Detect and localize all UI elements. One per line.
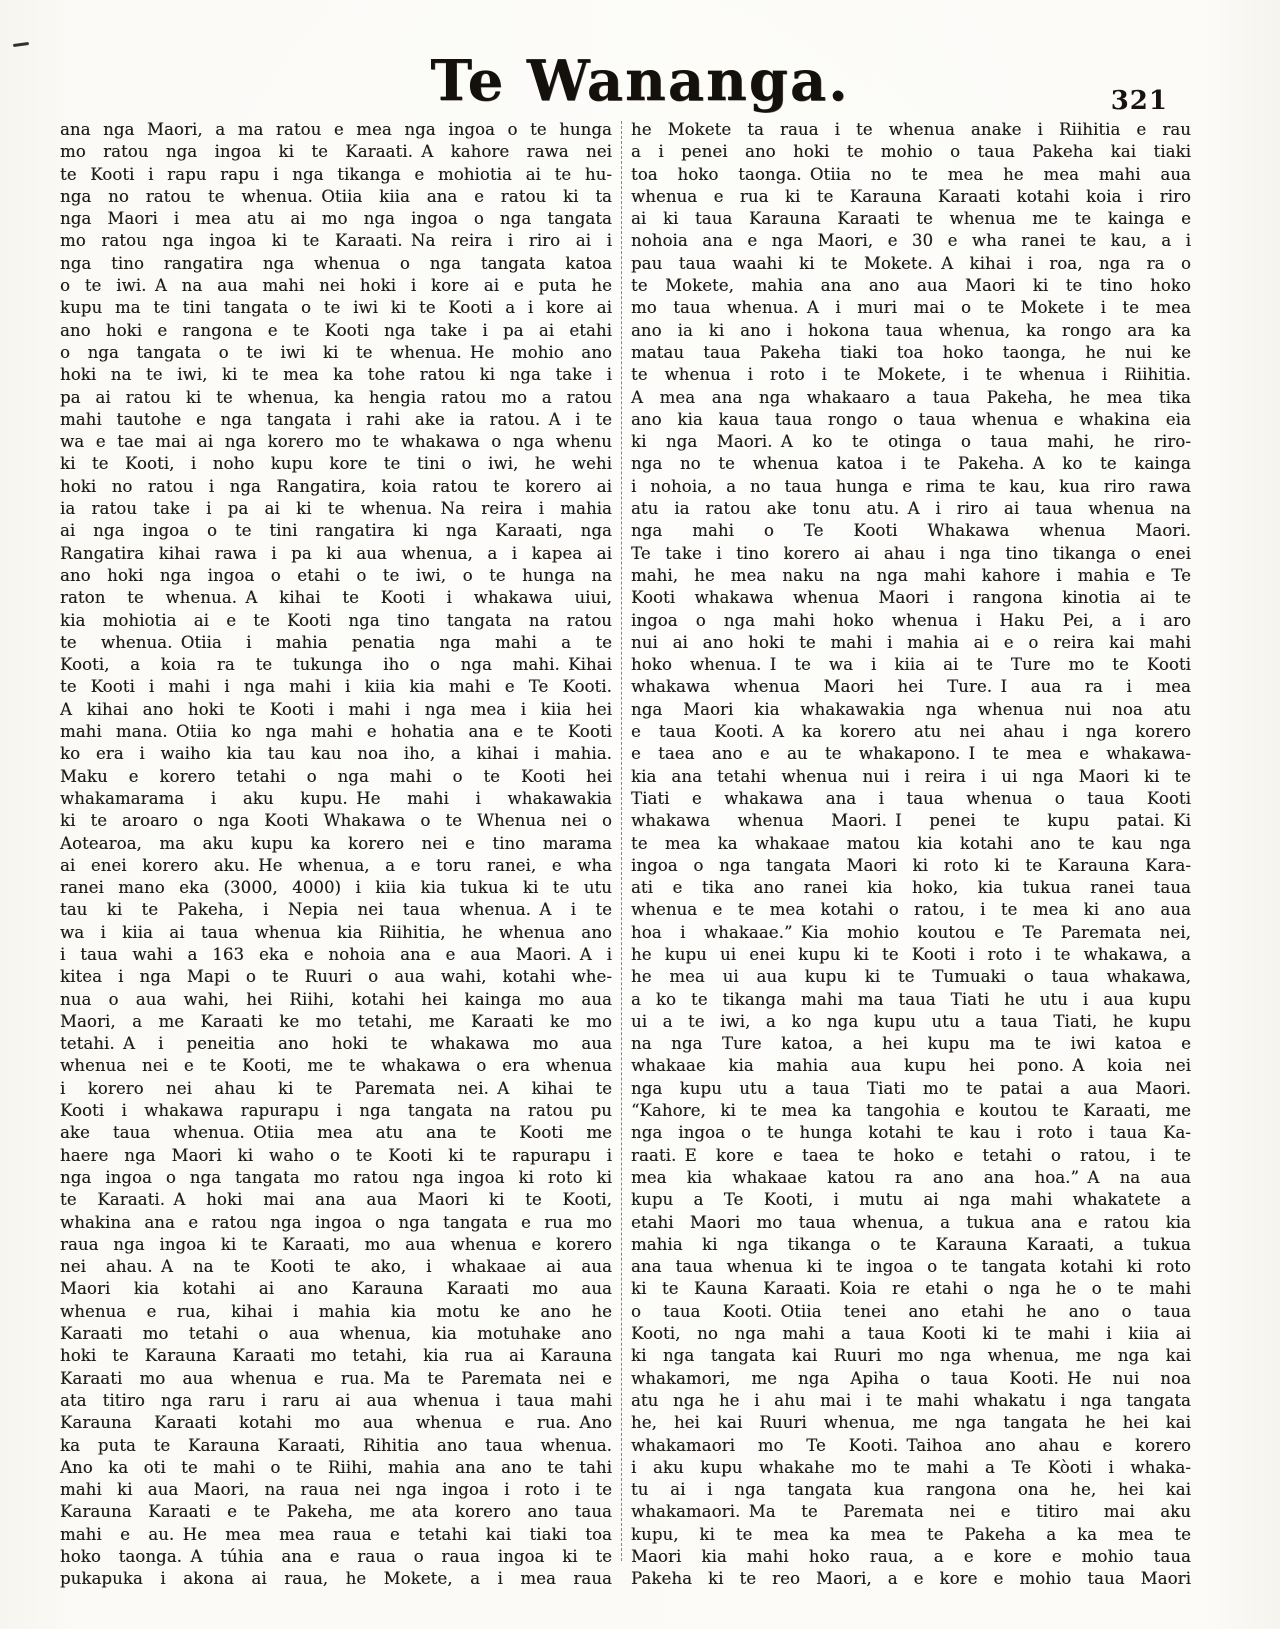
text-line: pukapuka i akona ai raua, he Mokete, a i mea raua — [60, 1569, 612, 1589]
text-line: kia mohiotia ai e te Kooti nga tino tangata na ratou — [60, 610, 612, 630]
right-column — [631, 119, 1191, 1591]
text-line: ai nga ingoa o te tini rangatira ki nga Karaati, nga — [60, 521, 612, 541]
text-line: ki te Kauna Karaati. Koia re etahi o nga he o te mahi — [631, 1279, 1191, 1299]
text-line: raati. E kore e taea te hoko e tetahi o ratou, i te — [631, 1145, 1191, 1165]
text-line: te Kooti i rapu rapu i nga tikanga e mohiotia ai te hu- — [60, 164, 612, 184]
text-line: whenua e rua, kihai i mahia kia motu ke ano he — [60, 1301, 612, 1321]
text-line: a i penei ano hoki te mohio o taua Pakeha kai tiaki — [631, 142, 1191, 162]
text-line: he kupu ui enei kupu ki te Kooti i roto i te whakawa, a — [631, 944, 1191, 964]
text-line: nohoia ana e nga Maori, e 30 e wha ranei te kau, a i — [631, 231, 1191, 251]
text-line: ano kia kaua taua rongo o taua whenua e whakina eia — [631, 409, 1191, 429]
text-line: te whenua i roto i te Mokete, i te whenua i Riihitia. — [631, 365, 1191, 385]
text-line: nei ahau. A na te Kooti te ako, i whakaae ai aua — [60, 1257, 612, 1277]
text-line: ui a te iwi, a ko nga kupu utu a taua Tiati, he kupu — [631, 1011, 1191, 1031]
text-line: ka puta te Karauna Karaati, Rihitia ano taua whenua. — [60, 1435, 612, 1455]
text-line: Karaati mo aua whenua e rua. Ma te Paremata nei e — [60, 1368, 612, 1388]
text-line: A mea ana nga whakaaro a taua Pakeha, he mea tika — [631, 387, 1191, 407]
text-line: atu ia ratou ake tonu atu. A i riro ai taua whenua na — [631, 499, 1191, 519]
article-body — [60, 119, 1192, 1591]
text-line: Ano ka oti te mahi o te Riihi, mahia ana ano te tahi — [60, 1457, 612, 1477]
text-line: nga ingoa o nga tangata mo ratou nga ingoa ki roto ki — [60, 1167, 612, 1187]
text-line: haere nga Maori ki waho o te Kooti ki te rapurapu i — [60, 1145, 612, 1165]
text-line: Rangatira kihai rawa i pa ki aua whenua, a i kapea ai — [60, 543, 612, 563]
text-line: te Mokete, mahia ana ano aua Maori ki te tino hoko — [631, 276, 1191, 296]
text-line: i korero nei ahau ki te Paremata nei. A kihai te — [60, 1078, 612, 1098]
text-line: o te iwi. A na aua mahi nei hoki i kore ai e puta he — [60, 276, 612, 296]
text-line: te Karaati. A hoki mai ana aua Maori ki te Kooti, — [60, 1190, 612, 1210]
text-line: nui ai ano hoki te mahi i mahia ai e o reira kai mahi — [631, 632, 1191, 652]
text-line: matau taua Pakeha tiaki toa hoko taonga, he nui ke — [631, 342, 1191, 362]
text-line: Maori kia kotahi ai ano Karauna Karaati mo aua — [60, 1279, 612, 1299]
text-line: whenua e rua ki te Karauna Karaati kotahi koia i riro — [631, 186, 1191, 206]
text-line: whakawa whenua Maori. I penei te kupu patai. Ki — [631, 811, 1191, 831]
text-line: ki nga Maori. A ko te otinga o taua mahi, he riro- — [631, 432, 1191, 452]
page-number: 321 — [1110, 86, 1168, 116]
text-line: i taua wahi a 163 eka e nohoia ana e aua Maori. A i — [60, 944, 612, 964]
text-line: ano hoki e rangona e te Kooti nga take i pa ai etahi — [60, 320, 612, 340]
text-line: ingoa o nga tangata Maori ki roto ki te Karauna Kara- — [631, 855, 1191, 875]
text-line: mahi ki aua Maori, na raua nei nga ingoa i roto i te — [60, 1480, 612, 1500]
text-line: mea kia whakaae katou ra ano ana hoa.” A na aua — [631, 1167, 1191, 1187]
text-line: whenua e te mea kotahi o ratou, i te mea ki ano aua — [631, 900, 1191, 920]
text-line: hoki te Karauna Karaati mo tetahi, kia rua ai Karauna — [60, 1346, 612, 1366]
text-line: Kooti i whakawa rapurapu i nga tangata na ratou pu — [60, 1101, 612, 1121]
text-line: etahi Maori mo taua whenua, a tukua ana e ratou kia — [631, 1212, 1191, 1232]
text-line: whakina ana e ratou nga ingoa o nga tangata e rua mo — [60, 1212, 612, 1232]
text-line: hoa i whakaae.” Kia mohio koutou e Te Paremata nei, — [631, 922, 1191, 942]
text-line: e taua Kooti. A ka korero atu nei ahau i nga korero — [631, 722, 1191, 742]
text-line: ia ratou take i pa ai ki te whenua. Na reira i mahia — [60, 499, 612, 519]
text-line: he, hei kai Ruuri whenua, me nga tangata he hei kai — [631, 1413, 1191, 1433]
text-line: o taua Kooti. Otiia tenei ano etahi he ano o taua — [631, 1301, 1191, 1321]
text-line: Kooti whakawa whenua Maori i rangona kinotia ai te — [631, 588, 1191, 608]
text-line: kupu ma te tini tangata o te iwi ki te Kooti a i kore ai — [60, 298, 612, 318]
text-line: A kihai ano hoki te Kooti i mahi i nga mea i kiia hei — [60, 699, 612, 719]
text-line: te whenua. Otiia i mahia penatia nga mahi a te — [60, 632, 612, 652]
text-line: pau taua waahi ki te Mokete. A kihai i roa, nga ra o — [631, 253, 1191, 273]
text-line: “Kahore, ki te mea ka tangohia e koutou te Karaati, me — [631, 1101, 1191, 1121]
text-line: e taea ano e au te whakapono. I te mea e whakawa- — [631, 744, 1191, 764]
text-line: pa ai ratou ki te whenua, ka hengia ratou mo a ratou — [60, 387, 612, 407]
text-line: te Kooti i mahi i nga mahi i kiia kia mahi e Te Kooti. — [60, 677, 612, 697]
text-line: Karaati mo tetahi o aua whenua, kia motuhake ano — [60, 1324, 612, 1344]
text-line: whakamarama i aku kupu. He mahi i whakawakia — [60, 788, 612, 808]
text-line: tetahi. A i peneitia ano hoki te whakawa mo aua — [60, 1034, 612, 1054]
text-line: mahi mana. Otiia ko nga mahi e hohatia ana e te Kooti — [60, 722, 612, 742]
text-line: nga kupu utu a taua Tiati mo te patai a aua Maori. — [631, 1078, 1191, 1098]
text-line: mahi tautohe e nga tangata i rahi ake ia ratou. A i te — [60, 409, 612, 429]
text-line: mahia ki nga tikanga o te Karauna Karaati, a tukua — [631, 1234, 1191, 1254]
text-line: ai enei korero aku. He whenua, a e toru ranei, e wha — [60, 855, 612, 875]
text-line: ana nga Maori, a ma ratou e mea nga ingoa o te hunga — [60, 120, 612, 139]
text-line: whakamaori mo Te Kooti. Taihoa ano ahau e korero — [631, 1435, 1191, 1455]
text-line: nga Maori i mea atu ai mo nga ingoa o nga tangata — [60, 209, 612, 229]
text-line: nga mahi o Te Kooti Whakawa whenua Maori. — [631, 521, 1191, 541]
text-line: mahi e au. He mea mea raua e tetahi kai tiaki toa — [60, 1524, 612, 1544]
text-line: whakawa whenua Maori hei Ture. I aua ra i mea — [631, 677, 1191, 697]
text-line: nga no ratou te whenua. Otiia kiia ana e ratou ki ta — [60, 186, 612, 206]
text-line: ano ia ki ano i hokona taua whenua, ka rongo ara ka — [631, 320, 1191, 340]
text-line: ata titiro nga raru i raru ai aua whenua i taua mahi — [60, 1390, 612, 1410]
text-line: Karauna Karaati kotahi mo aua whenua e rua. Ano — [60, 1413, 612, 1433]
left-column — [60, 119, 612, 1591]
text-line: whakaae kia mahia aua kupu hei pono. A koia nei — [631, 1056, 1191, 1076]
text-line: ki te aroaro o nga Kooti Whakawa o te Whenua nei o — [60, 811, 612, 831]
text-line: Pakeha ki te reo Maori, a e kore e mohio taua Maori — [631, 1569, 1191, 1589]
text-line: hoki na te iwi, ki te mea ka tohe ratou ki nga take i — [60, 365, 612, 385]
text-line: o nga tangata o te iwi ki te whenua. He mohio ano — [60, 342, 612, 362]
text-line: toa hoko taonga. Otiia no te mea he mea mahi aua — [631, 164, 1191, 184]
text-line: mahi, he mea naku na nga mahi kahore i mahia e Te — [631, 565, 1191, 585]
text-line: Maori kia mahi hoko raua, a e kore e mohio taua — [631, 1547, 1191, 1566]
text-line: a ko te tikanga mahi ma taua Tiati he utu i aua kupu — [631, 989, 1191, 1009]
text-line: nga tino rangatira nga whenua o nga tangata katoa — [60, 253, 612, 273]
text-line: i nohoia, a no taua hunga e rima te kau, kua riro rawa — [631, 476, 1191, 496]
text-line: tau ki te Pakeha, i Nepia nei taua whenua. A i te — [60, 900, 612, 920]
text-line: Maori, a me Karaati ke mo tetahi, me Karaati ke mo — [60, 1011, 612, 1031]
scan-artifact-mark — [13, 42, 29, 47]
text-line: ake taua whenua. Otiia mea atu ana te Kooti me — [60, 1123, 612, 1143]
text-line: wa i kiia ai taua whenua kia Riihitia, he whenua ano — [60, 922, 612, 942]
text-line: nga ingoa o te hunga kotahi te kau i roto i taua Ka- — [631, 1123, 1191, 1143]
text-line: mo taua whenua. A i muri mai o te Mokete i te mea — [631, 298, 1191, 318]
text-line: ki nga tangata kai Ruuri mo nga whenua, me nga kai — [631, 1346, 1191, 1366]
text-line: Kooti, a koia ra te tukunga iho o nga mahi. Kihai — [60, 655, 612, 675]
text-line: raton te whenua. A kihai te Kooti i whakawa uiui, — [60, 588, 612, 608]
text-line: nga Maori kia whakawakia nga whenua nui noa atu — [631, 699, 1191, 719]
text-line: tu ai i nga tangata kua rangona ona he, hei kai — [631, 1480, 1191, 1500]
text-line: kia ana tetahi whenua nui i reira i ui nga Maori ki te — [631, 766, 1191, 786]
text-line: ano hoki nga ingoa o etahi o te iwi, o te hunga na — [60, 565, 612, 585]
text-line: Karauna Karaati e te Pakeha, me ata korero ano taua — [60, 1502, 612, 1522]
text-line: mo ratou nga ingoa ki te Karaati. Na reira i riro ai i — [60, 231, 612, 251]
text-line: ranei mano eka (3000, 4000) i kiia kia tukua ki te utu — [60, 878, 612, 898]
text-line: whakamaori. Ma te Paremata nei e titiro mai aku — [631, 1502, 1191, 1522]
text-line: nga no te whenua katoa i te Pakeha. A ko te kainga — [631, 454, 1191, 474]
text-line: hoko whenua. I te wa i kiia ai te Ture mo te Kooti — [631, 655, 1191, 675]
text-line: ati e tika ano ranei kia hoko, kia tukua ranei taua — [631, 878, 1191, 898]
text-line: na nga Ture katoa, a hei kupu ma te iwi katoa e — [631, 1034, 1191, 1054]
text-line: ai ki taua Karauna Karaati te whenua me te kainga e — [631, 209, 1191, 229]
text-line: te mea ka whakaae matou kia kotahi ano te kau nga — [631, 833, 1191, 853]
text-line: ana taua whenua ki te ingoa o te tangata kotahi ki roto — [631, 1257, 1191, 1277]
text-line: whakamori, me nga Apiha o taua Kooti. He nui noa — [631, 1368, 1191, 1388]
text-line: atu nga he i ahu mai i te mahi whakatu i nga tangata — [631, 1390, 1191, 1410]
text-line: Te take i tino korero ai ahau i nga tino tikanga o enei — [631, 543, 1191, 563]
text-line: hoki no ratou i nga Rangatira, koia ratou te korero ai — [60, 476, 612, 496]
text-line: kupu, ki te mea ka mea te Pakeha a ka mea te — [631, 1524, 1191, 1544]
text-line: Maku e korero tetahi o nga mahi o te Kooti hei — [60, 766, 612, 786]
masthead — [0, 48, 1280, 114]
text-line: ki te Kooti, i noho kupu kore te tini o iwi, he wehi — [60, 454, 612, 474]
text-line: nua o aua wahi, hei Riihi, kotahi hei kainga mo aua — [60, 989, 612, 1009]
page-title: Te Wananga. — [430, 48, 850, 114]
text-line: wa e tae mai ai nga korero mo te whakawa o nga whenu — [60, 432, 612, 452]
text-line: ingoa o nga mahi hoko whenua i Haku Pei, a i aro — [631, 610, 1191, 630]
column-divider — [621, 121, 622, 1561]
text-line: kitea i nga Mapi o te Ruuri o aua wahi, kotahi whe- — [60, 967, 612, 987]
text-line: raua nga ingoa ki te Karaati, mo aua whenua e korero — [60, 1234, 612, 1254]
text-line: mo ratou nga ingoa ki te Karaati. A kahore rawa nei — [60, 142, 612, 162]
text-line: he mea ui aua kupu ki te Tumuaki o taua whakawa, — [631, 967, 1191, 987]
text-line: Tiati e whakawa ana i taua whenua o taua Kooti — [631, 788, 1191, 808]
text-line: kupu a Te Kooti, i mutu ai nga mahi whakatete a — [631, 1190, 1191, 1210]
text-line: whenua nei e te Kooti, me te whakawa o era whenua — [60, 1056, 612, 1076]
text-line: he Mokete ta raua i te whenua anake i Riihitia e rau — [631, 120, 1191, 139]
text-line: Kooti, no nga mahi a taua Kooti ki te mahi i kiia ai — [631, 1324, 1191, 1344]
text-line: i aku kupu whakahe mo te mahi a Te Kòoti i whaka- — [631, 1457, 1191, 1477]
text-line: hoko taonga. A túhia ana e raua o raua ingoa ki te — [60, 1547, 612, 1566]
text-line: Aotearoa, ma aku kupu ka korero nei e tino marama — [60, 833, 612, 853]
text-line: ko era i waiho kia tau kau noa iho, a kihai i mahia. — [60, 744, 612, 764]
